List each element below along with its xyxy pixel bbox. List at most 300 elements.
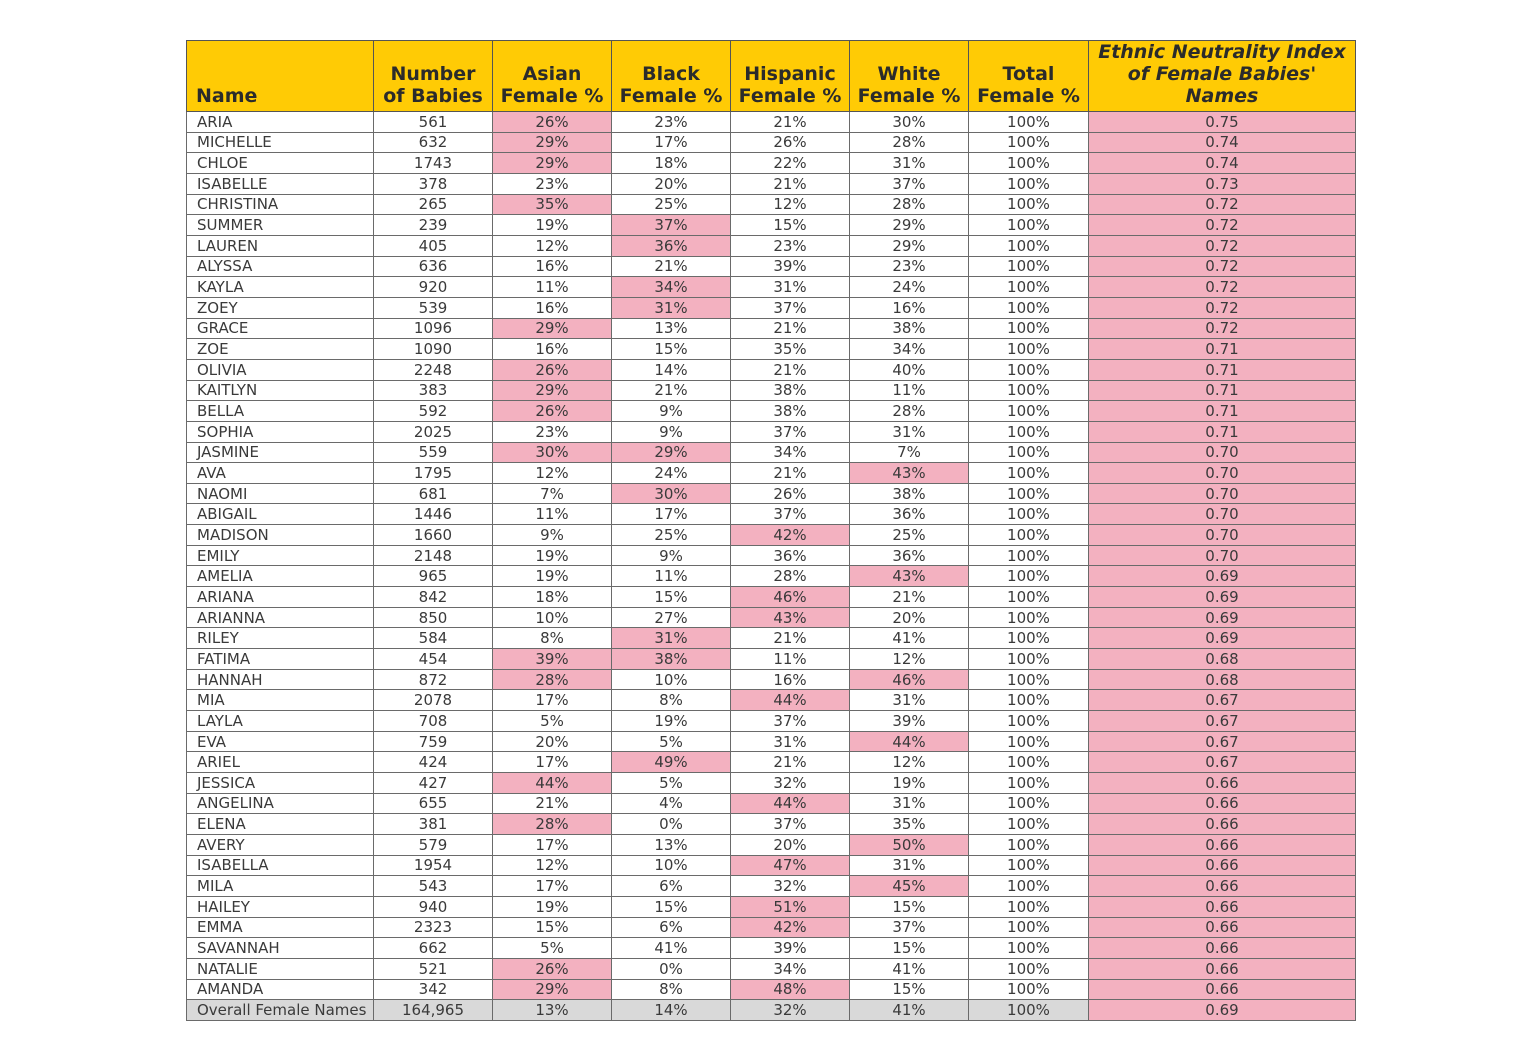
cell-neutrality-index: 0.66 bbox=[1089, 855, 1356, 876]
cell-black-pct: 5% bbox=[612, 773, 731, 794]
cell-neutrality-index: 0.66 bbox=[1089, 979, 1356, 1000]
table-row bbox=[187, 504, 1356, 525]
table-row bbox=[187, 318, 1356, 339]
neutrality-table-container bbox=[186, 40, 1355, 1021]
cell-asian-pct: 29% bbox=[493, 318, 612, 339]
table-body bbox=[187, 112, 1356, 1021]
table-row bbox=[187, 690, 1356, 711]
cell-asian-pct: 5% bbox=[493, 938, 612, 959]
cell-neutrality-index: 0.70 bbox=[1089, 463, 1356, 484]
cell-black-pct: 21% bbox=[612, 256, 731, 277]
cell-number-of-babies: 655 bbox=[374, 793, 493, 814]
table-row bbox=[187, 938, 1356, 959]
cell-black-pct: 5% bbox=[612, 731, 731, 752]
table-row bbox=[187, 834, 1356, 855]
cell-black-pct: 11% bbox=[612, 566, 731, 587]
cell-number-of-babies: 1096 bbox=[374, 318, 493, 339]
cell-total-pct: 100% bbox=[969, 504, 1089, 525]
cell-asian-pct: 29% bbox=[493, 153, 612, 174]
table-row bbox=[187, 112, 1356, 133]
cell-name: MICHELLE bbox=[187, 132, 374, 153]
cell-total-pct: 100% bbox=[969, 958, 1089, 979]
cell-hispanic-pct: 44% bbox=[731, 690, 850, 711]
cell-neutrality-index: 0.67 bbox=[1089, 711, 1356, 732]
cell-asian-pct: 23% bbox=[493, 173, 612, 194]
cell-neutrality-index: 0.72 bbox=[1089, 318, 1356, 339]
table-row bbox=[187, 401, 1356, 422]
table-row bbox=[187, 483, 1356, 504]
cell-white-pct: 7% bbox=[850, 442, 969, 463]
table-row bbox=[187, 814, 1356, 835]
cell-white-pct: 31% bbox=[850, 690, 969, 711]
cell-asian-pct: 19% bbox=[493, 545, 612, 566]
cell-name: KAYLA bbox=[187, 277, 374, 298]
header-white-female: White Female % bbox=[850, 41, 969, 112]
cell-white-pct: 31% bbox=[850, 855, 969, 876]
cell-hispanic-pct: 28% bbox=[731, 566, 850, 587]
header-total-female: Total Female % bbox=[969, 41, 1089, 112]
cell-name: MADISON bbox=[187, 525, 374, 546]
cell-white-pct: 44% bbox=[850, 731, 969, 752]
cell-white-pct: 35% bbox=[850, 814, 969, 835]
table-row bbox=[187, 545, 1356, 566]
cell-asian-pct: 11% bbox=[493, 277, 612, 298]
cell-number-of-babies: 405 bbox=[374, 235, 493, 256]
cell-name: EVA bbox=[187, 731, 374, 752]
cell-black-pct: 15% bbox=[612, 896, 731, 917]
cell-number-of-babies: 2323 bbox=[374, 917, 493, 938]
cell-name: CHRISTINA bbox=[187, 194, 374, 215]
cell-white-pct: 34% bbox=[850, 339, 969, 360]
cell-total-pct: 100% bbox=[969, 628, 1089, 649]
cell-asian-pct: 8% bbox=[493, 628, 612, 649]
table-row bbox=[187, 896, 1356, 917]
cell-total-pct: 100% bbox=[969, 153, 1089, 174]
cell-hispanic-pct: 15% bbox=[731, 215, 850, 236]
cell-neutrality-index: 0.71 bbox=[1089, 421, 1356, 442]
cell-asian-pct: 19% bbox=[493, 215, 612, 236]
cell-white-pct: 36% bbox=[850, 545, 969, 566]
cell-name: EMMA bbox=[187, 917, 374, 938]
cell-black-pct: 15% bbox=[612, 587, 731, 608]
cell-black-pct: 21% bbox=[612, 380, 731, 401]
cell-asian-pct: 26% bbox=[493, 958, 612, 979]
overall-row bbox=[187, 1000, 1356, 1021]
cell-hispanic-pct: 37% bbox=[731, 711, 850, 732]
cell-number-of-babies: 1660 bbox=[374, 525, 493, 546]
cell-hispanic-pct: 32% bbox=[731, 773, 850, 794]
cell-black-pct: 13% bbox=[612, 834, 731, 855]
header-name: Name bbox=[187, 41, 374, 112]
cell-name: SAVANNAH bbox=[187, 938, 374, 959]
cell-neutrality-index: 0.66 bbox=[1089, 773, 1356, 794]
cell-white-pct: 37% bbox=[850, 173, 969, 194]
cell-hispanic-pct: 37% bbox=[731, 297, 850, 318]
ethnic-neutrality-table bbox=[186, 40, 1356, 1021]
cell-name: AMANDA bbox=[187, 979, 374, 1000]
cell-neutrality-index: 0.69 bbox=[1089, 607, 1356, 628]
cell-black-pct: 8% bbox=[612, 690, 731, 711]
cell-white-pct: 50% bbox=[850, 834, 969, 855]
cell-total-pct: 100% bbox=[969, 752, 1089, 773]
cell-asian-pct: 15% bbox=[493, 917, 612, 938]
cell-neutrality-index: 0.71 bbox=[1089, 359, 1356, 380]
cell-hispanic-pct: 21% bbox=[731, 318, 850, 339]
cell-neutrality-index: 0.66 bbox=[1089, 958, 1356, 979]
cell-total-pct: 100% bbox=[969, 876, 1089, 897]
cell-asian-pct: 19% bbox=[493, 566, 612, 587]
cell-white-pct: 45% bbox=[850, 876, 969, 897]
cell-black-pct: 41% bbox=[612, 938, 731, 959]
cell-number-of-babies: 427 bbox=[374, 773, 493, 794]
cell-hispanic-pct: 21% bbox=[731, 463, 850, 484]
table-row bbox=[187, 566, 1356, 587]
cell-name: GRACE bbox=[187, 318, 374, 339]
table-row bbox=[187, 277, 1356, 298]
cell-name: KAITLYN bbox=[187, 380, 374, 401]
cell-black-pct: 18% bbox=[612, 153, 731, 174]
cell-white-pct: 16% bbox=[850, 297, 969, 318]
cell-neutrality-index: 0.67 bbox=[1089, 690, 1356, 711]
cell-asian-pct: 12% bbox=[493, 855, 612, 876]
cell-hispanic-pct: 23% bbox=[731, 235, 850, 256]
cell-white-pct: 15% bbox=[850, 979, 969, 1000]
overall-cell-hispanic-pct: 32% bbox=[731, 1000, 850, 1021]
cell-asian-pct: 39% bbox=[493, 649, 612, 670]
cell-number-of-babies: 424 bbox=[374, 752, 493, 773]
cell-name: MILA bbox=[187, 876, 374, 897]
cell-asian-pct: 26% bbox=[493, 359, 612, 380]
cell-neutrality-index: 0.69 bbox=[1089, 628, 1356, 649]
cell-hispanic-pct: 21% bbox=[731, 628, 850, 649]
cell-name: ISABELLA bbox=[187, 855, 374, 876]
cell-total-pct: 100% bbox=[969, 731, 1089, 752]
cell-number-of-babies: 636 bbox=[374, 256, 493, 277]
cell-neutrality-index: 0.66 bbox=[1089, 896, 1356, 917]
cell-name: SOPHIA bbox=[187, 421, 374, 442]
cell-name: BELLA bbox=[187, 401, 374, 422]
cell-black-pct: 24% bbox=[612, 463, 731, 484]
cell-asian-pct: 44% bbox=[493, 773, 612, 794]
cell-name: MIA bbox=[187, 690, 374, 711]
cell-white-pct: 29% bbox=[850, 215, 969, 236]
cell-hispanic-pct: 31% bbox=[731, 731, 850, 752]
cell-total-pct: 100% bbox=[969, 421, 1089, 442]
cell-name: ARIANA bbox=[187, 587, 374, 608]
cell-number-of-babies: 378 bbox=[374, 173, 493, 194]
cell-name: ANGELINA bbox=[187, 793, 374, 814]
cell-number-of-babies: 1090 bbox=[374, 339, 493, 360]
cell-name: NAOMI bbox=[187, 483, 374, 504]
table-row bbox=[187, 752, 1356, 773]
cell-white-pct: 28% bbox=[850, 401, 969, 422]
cell-number-of-babies: 454 bbox=[374, 649, 493, 670]
cell-number-of-babies: 592 bbox=[374, 401, 493, 422]
table-row bbox=[187, 773, 1356, 794]
cell-hispanic-pct: 21% bbox=[731, 752, 850, 773]
cell-neutrality-index: 0.70 bbox=[1089, 483, 1356, 504]
cell-total-pct: 100% bbox=[969, 814, 1089, 835]
cell-hispanic-pct: 21% bbox=[731, 173, 850, 194]
header-ethnic-neutrality-index: Ethnic Neutrality Index of Female Babies' Names bbox=[1089, 41, 1356, 112]
cell-white-pct: 43% bbox=[850, 566, 969, 587]
cell-black-pct: 23% bbox=[612, 112, 731, 133]
cell-total-pct: 100% bbox=[969, 112, 1089, 133]
cell-number-of-babies: 965 bbox=[374, 566, 493, 587]
cell-total-pct: 100% bbox=[969, 235, 1089, 256]
cell-number-of-babies: 1795 bbox=[374, 463, 493, 484]
cell-hispanic-pct: 37% bbox=[731, 421, 850, 442]
cell-number-of-babies: 2248 bbox=[374, 359, 493, 380]
cell-number-of-babies: 543 bbox=[374, 876, 493, 897]
table-row bbox=[187, 235, 1356, 256]
cell-name: ISABELLE bbox=[187, 173, 374, 194]
cell-hispanic-pct: 34% bbox=[731, 958, 850, 979]
cell-black-pct: 31% bbox=[612, 297, 731, 318]
cell-black-pct: 34% bbox=[612, 277, 731, 298]
cell-hispanic-pct: 12% bbox=[731, 194, 850, 215]
cell-white-pct: 15% bbox=[850, 938, 969, 959]
cell-total-pct: 100% bbox=[969, 607, 1089, 628]
cell-hispanic-pct: 38% bbox=[731, 401, 850, 422]
cell-hispanic-pct: 37% bbox=[731, 504, 850, 525]
cell-name: RILEY bbox=[187, 628, 374, 649]
table-row bbox=[187, 380, 1356, 401]
table-row bbox=[187, 607, 1356, 628]
cell-black-pct: 6% bbox=[612, 917, 731, 938]
cell-neutrality-index: 0.70 bbox=[1089, 442, 1356, 463]
cell-black-pct: 9% bbox=[612, 545, 731, 566]
cell-total-pct: 100% bbox=[969, 979, 1089, 1000]
cell-white-pct: 31% bbox=[850, 153, 969, 174]
cell-total-pct: 100% bbox=[969, 834, 1089, 855]
cell-white-pct: 19% bbox=[850, 773, 969, 794]
cell-number-of-babies: 381 bbox=[374, 814, 493, 835]
cell-name: NATALIE bbox=[187, 958, 374, 979]
cell-hispanic-pct: 32% bbox=[731, 876, 850, 897]
cell-asian-pct: 12% bbox=[493, 235, 612, 256]
cell-number-of-babies: 759 bbox=[374, 731, 493, 752]
cell-white-pct: 41% bbox=[850, 628, 969, 649]
cell-white-pct: 28% bbox=[850, 132, 969, 153]
overall-cell-total-pct: 100% bbox=[969, 1000, 1089, 1021]
cell-black-pct: 29% bbox=[612, 442, 731, 463]
cell-asian-pct: 29% bbox=[493, 380, 612, 401]
cell-name: AMELIA bbox=[187, 566, 374, 587]
cell-name: ZOE bbox=[187, 339, 374, 360]
cell-neutrality-index: 0.72 bbox=[1089, 277, 1356, 298]
cell-neutrality-index: 0.72 bbox=[1089, 256, 1356, 277]
header-asian-female: Asian Female % bbox=[493, 41, 612, 112]
cell-asian-pct: 30% bbox=[493, 442, 612, 463]
cell-total-pct: 100% bbox=[969, 194, 1089, 215]
cell-white-pct: 36% bbox=[850, 504, 969, 525]
cell-hispanic-pct: 11% bbox=[731, 649, 850, 670]
cell-name: ARIANNA bbox=[187, 607, 374, 628]
cell-hispanic-pct: 42% bbox=[731, 917, 850, 938]
cell-white-pct: 40% bbox=[850, 359, 969, 380]
overall-cell-white-pct: 41% bbox=[850, 1000, 969, 1021]
cell-name: ARIA bbox=[187, 112, 374, 133]
cell-name: HANNAH bbox=[187, 669, 374, 690]
cell-number-of-babies: 265 bbox=[374, 194, 493, 215]
cell-neutrality-index: 0.74 bbox=[1089, 132, 1356, 153]
cell-asian-pct: 16% bbox=[493, 297, 612, 318]
cell-total-pct: 100% bbox=[969, 359, 1089, 380]
cell-neutrality-index: 0.75 bbox=[1089, 112, 1356, 133]
cell-total-pct: 100% bbox=[969, 669, 1089, 690]
cell-total-pct: 100% bbox=[969, 938, 1089, 959]
cell-white-pct: 41% bbox=[850, 958, 969, 979]
table-row bbox=[187, 917, 1356, 938]
cell-asian-pct: 11% bbox=[493, 504, 612, 525]
cell-name: LAUREN bbox=[187, 235, 374, 256]
cell-total-pct: 100% bbox=[969, 587, 1089, 608]
cell-neutrality-index: 0.73 bbox=[1089, 173, 1356, 194]
table-row bbox=[187, 132, 1356, 153]
cell-name: AVERY bbox=[187, 834, 374, 855]
cell-number-of-babies: 584 bbox=[374, 628, 493, 649]
cell-asian-pct: 35% bbox=[493, 194, 612, 215]
cell-white-pct: 12% bbox=[850, 649, 969, 670]
table-row bbox=[187, 421, 1356, 442]
cell-total-pct: 100% bbox=[969, 277, 1089, 298]
cell-total-pct: 100% bbox=[969, 132, 1089, 153]
cell-number-of-babies: 521 bbox=[374, 958, 493, 979]
cell-hispanic-pct: 26% bbox=[731, 132, 850, 153]
table-row bbox=[187, 442, 1356, 463]
table-row bbox=[187, 587, 1356, 608]
cell-asian-pct: 12% bbox=[493, 463, 612, 484]
cell-hispanic-pct: 31% bbox=[731, 277, 850, 298]
cell-name: ABIGAIL bbox=[187, 504, 374, 525]
cell-black-pct: 0% bbox=[612, 814, 731, 835]
cell-white-pct: 29% bbox=[850, 235, 969, 256]
cell-asian-pct: 28% bbox=[493, 814, 612, 835]
cell-neutrality-index: 0.72 bbox=[1089, 297, 1356, 318]
table-row bbox=[187, 711, 1356, 732]
cell-black-pct: 17% bbox=[612, 132, 731, 153]
overall-cell-black-pct: 14% bbox=[612, 1000, 731, 1021]
cell-total-pct: 100% bbox=[969, 545, 1089, 566]
cell-black-pct: 10% bbox=[612, 669, 731, 690]
cell-black-pct: 14% bbox=[612, 359, 731, 380]
cell-neutrality-index: 0.66 bbox=[1089, 793, 1356, 814]
table-row bbox=[187, 215, 1356, 236]
cell-number-of-babies: 579 bbox=[374, 834, 493, 855]
cell-black-pct: 30% bbox=[612, 483, 731, 504]
cell-number-of-babies: 2025 bbox=[374, 421, 493, 442]
table-row bbox=[187, 463, 1356, 484]
cell-black-pct: 13% bbox=[612, 318, 731, 339]
cell-white-pct: 31% bbox=[850, 793, 969, 814]
cell-total-pct: 100% bbox=[969, 339, 1089, 360]
cell-asian-pct: 28% bbox=[493, 669, 612, 690]
cell-asian-pct: 17% bbox=[493, 752, 612, 773]
cell-neutrality-index: 0.67 bbox=[1089, 752, 1356, 773]
table-row bbox=[187, 256, 1356, 277]
cell-total-pct: 100% bbox=[969, 917, 1089, 938]
cell-black-pct: 6% bbox=[612, 876, 731, 897]
cell-asian-pct: 19% bbox=[493, 896, 612, 917]
cell-white-pct: 30% bbox=[850, 112, 969, 133]
cell-white-pct: 11% bbox=[850, 380, 969, 401]
cell-hispanic-pct: 34% bbox=[731, 442, 850, 463]
cell-name: JASMINE bbox=[187, 442, 374, 463]
table-row bbox=[187, 525, 1356, 546]
cell-hispanic-pct: 37% bbox=[731, 814, 850, 835]
cell-neutrality-index: 0.70 bbox=[1089, 545, 1356, 566]
cell-neutrality-index: 0.69 bbox=[1089, 566, 1356, 587]
cell-black-pct: 0% bbox=[612, 958, 731, 979]
cell-white-pct: 38% bbox=[850, 318, 969, 339]
cell-neutrality-index: 0.68 bbox=[1089, 649, 1356, 670]
cell-white-pct: 23% bbox=[850, 256, 969, 277]
cell-total-pct: 100% bbox=[969, 297, 1089, 318]
cell-number-of-babies: 539 bbox=[374, 297, 493, 318]
cell-number-of-babies: 632 bbox=[374, 132, 493, 153]
cell-hispanic-pct: 46% bbox=[731, 587, 850, 608]
cell-hispanic-pct: 39% bbox=[731, 256, 850, 277]
cell-number-of-babies: 1743 bbox=[374, 153, 493, 174]
cell-name: FATIMA bbox=[187, 649, 374, 670]
cell-black-pct: 9% bbox=[612, 401, 731, 422]
cell-neutrality-index: 0.66 bbox=[1089, 876, 1356, 897]
cell-black-pct: 10% bbox=[612, 855, 731, 876]
cell-white-pct: 21% bbox=[850, 587, 969, 608]
cell-hispanic-pct: 38% bbox=[731, 380, 850, 401]
cell-total-pct: 100% bbox=[969, 442, 1089, 463]
cell-total-pct: 100% bbox=[969, 318, 1089, 339]
cell-total-pct: 100% bbox=[969, 690, 1089, 711]
cell-black-pct: 9% bbox=[612, 421, 731, 442]
cell-name: ZOEY bbox=[187, 297, 374, 318]
cell-asian-pct: 21% bbox=[493, 793, 612, 814]
cell-total-pct: 100% bbox=[969, 773, 1089, 794]
cell-black-pct: 19% bbox=[612, 711, 731, 732]
cell-name: CHLOE bbox=[187, 153, 374, 174]
header-row bbox=[187, 41, 1356, 112]
cell-number-of-babies: 850 bbox=[374, 607, 493, 628]
cell-hispanic-pct: 43% bbox=[731, 607, 850, 628]
cell-hispanic-pct: 47% bbox=[731, 855, 850, 876]
cell-asian-pct: 23% bbox=[493, 421, 612, 442]
cell-black-pct: 25% bbox=[612, 525, 731, 546]
cell-name: HAILEY bbox=[187, 896, 374, 917]
cell-total-pct: 100% bbox=[969, 483, 1089, 504]
cell-white-pct: 20% bbox=[850, 607, 969, 628]
cell-total-pct: 100% bbox=[969, 380, 1089, 401]
cell-neutrality-index: 0.67 bbox=[1089, 731, 1356, 752]
cell-total-pct: 100% bbox=[969, 649, 1089, 670]
cell-black-pct: 4% bbox=[612, 793, 731, 814]
table-row bbox=[187, 153, 1356, 174]
cell-total-pct: 100% bbox=[969, 215, 1089, 236]
cell-hispanic-pct: 39% bbox=[731, 938, 850, 959]
cell-total-pct: 100% bbox=[969, 256, 1089, 277]
table-row bbox=[187, 979, 1356, 1000]
cell-hispanic-pct: 42% bbox=[731, 525, 850, 546]
cell-white-pct: 37% bbox=[850, 917, 969, 938]
cell-asian-pct: 16% bbox=[493, 339, 612, 360]
cell-neutrality-index: 0.66 bbox=[1089, 917, 1356, 938]
cell-total-pct: 100% bbox=[969, 525, 1089, 546]
cell-asian-pct: 16% bbox=[493, 256, 612, 277]
table-row bbox=[187, 669, 1356, 690]
cell-neutrality-index: 0.66 bbox=[1089, 834, 1356, 855]
overall-cell-asian-pct: 13% bbox=[493, 1000, 612, 1021]
cell-asian-pct: 18% bbox=[493, 587, 612, 608]
